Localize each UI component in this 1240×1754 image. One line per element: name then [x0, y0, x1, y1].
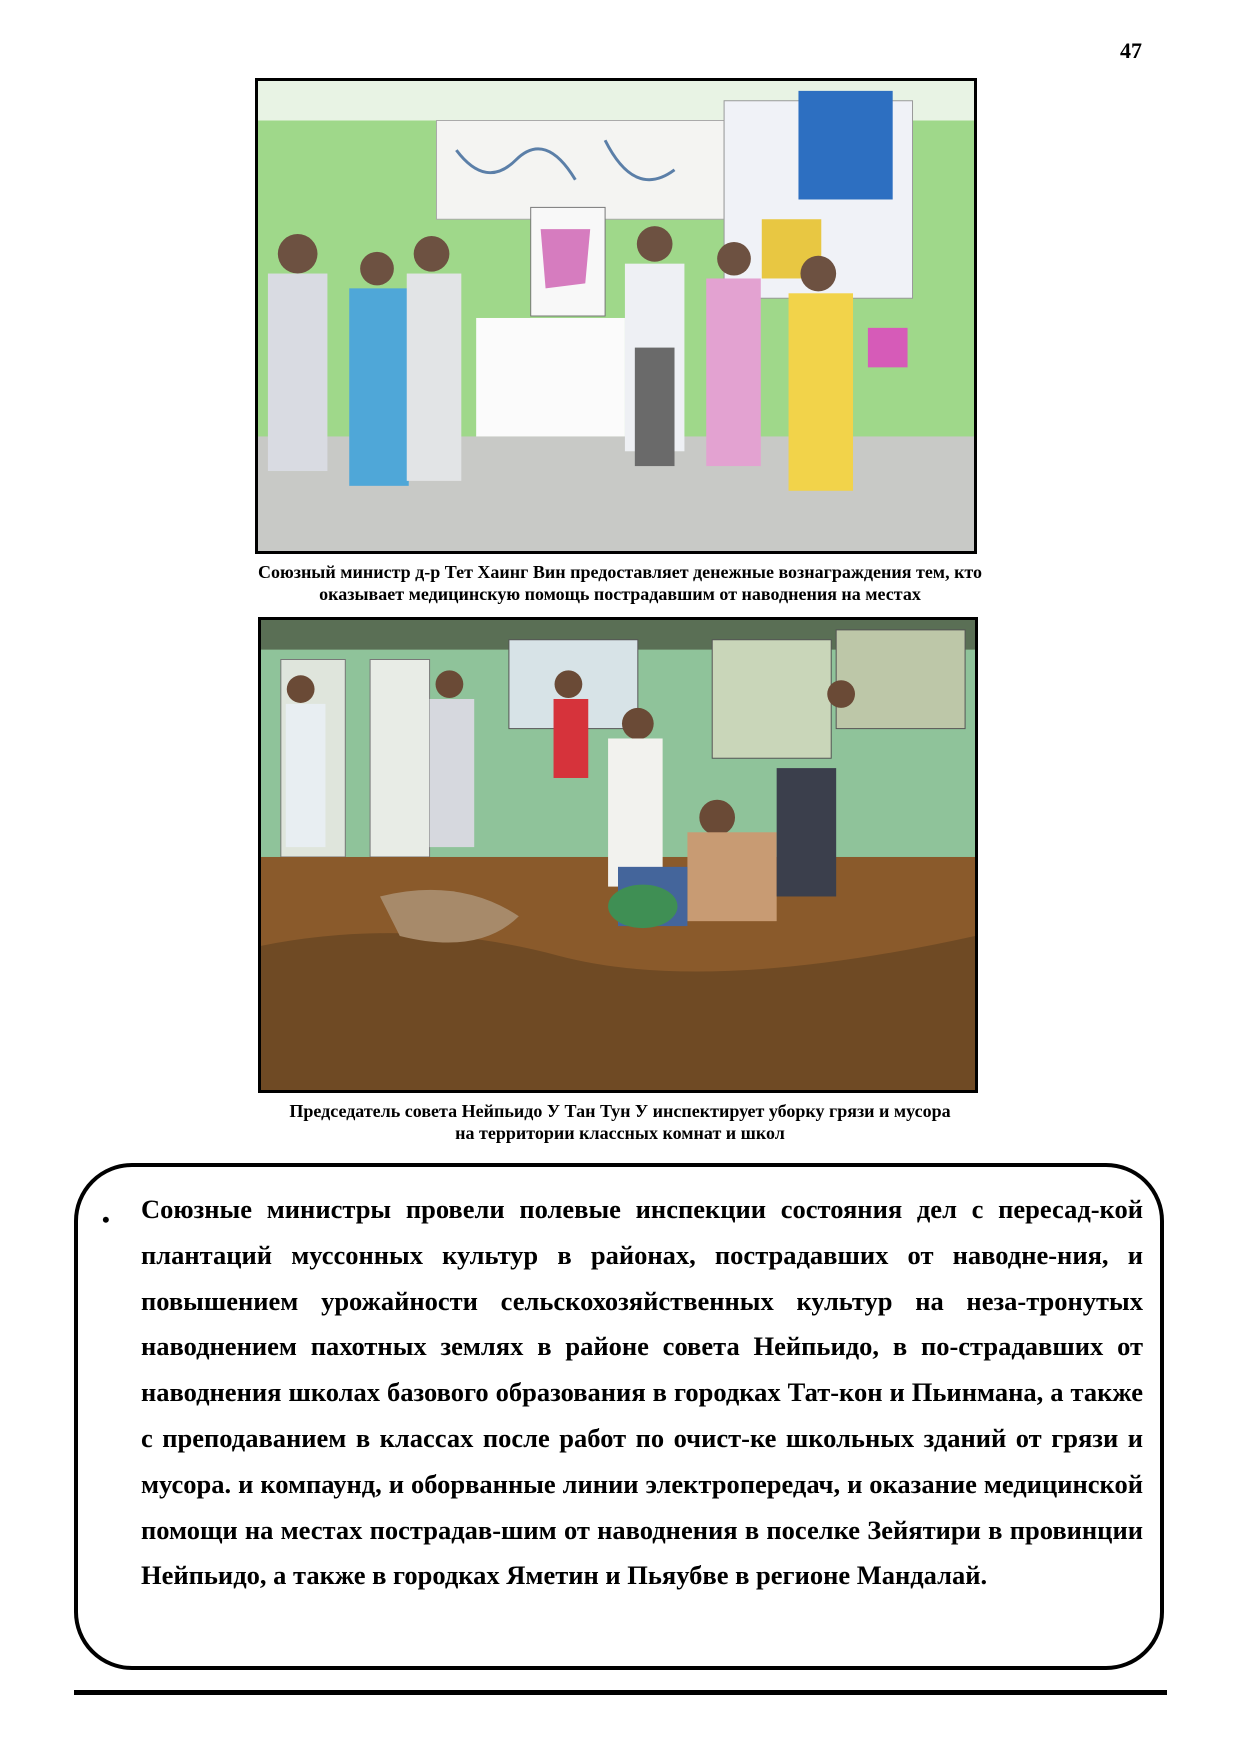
caption-line: оказывает медицинскую помощь пострадавшим от наводнения на местах: [319, 584, 921, 604]
bottom-divider: [74, 1690, 1167, 1695]
photo-award-ceremony: [255, 78, 977, 554]
caption-line: Союзный министр д-р Тет Хаинг Вин предоставляет денежные вознаграждения тем, кто: [257, 562, 983, 582]
caption-photo-2: [150, 1100, 1090, 1144]
caption-line: Председатель совета Нейпьидо У Тан Тун У инспектирует уборку грязи и мусора: [289, 1101, 951, 1121]
caption-line: на территории классных комнат и школ: [455, 1123, 785, 1143]
page-number: 47: [1120, 38, 1142, 63]
photo-mud-cleanup: [258, 617, 978, 1093]
caption-photo-1: [150, 561, 1090, 605]
bullet-icon: •: [102, 1207, 110, 1232]
info-bullet-text: Союзные министры провели полевые инспекции состояния дел с пересад-кой плантаций муссонных культур в районах, пострадавших от наводне-ния, и повышением урожайности сельскохозяйственных культур на неза-тронутых наводнением пахотных землях в районе совета Нейпьидо, в по-страдавших от наводнения школах базового образования в городках Тат-кон и Пьинмана, а также с преподаванием в классах после работ по очист-ке школьных зданий от грязи и мусора. и компаунд, и оборванные линии электропередач, и оказание медицинской помощи на местах пострадав-шим от наводнения в поселке Зейятири в провинции Нейпьидо, а также в городках Яметин и Пьяубве в регионе Мандалай.: [141, 1194, 1143, 1591]
